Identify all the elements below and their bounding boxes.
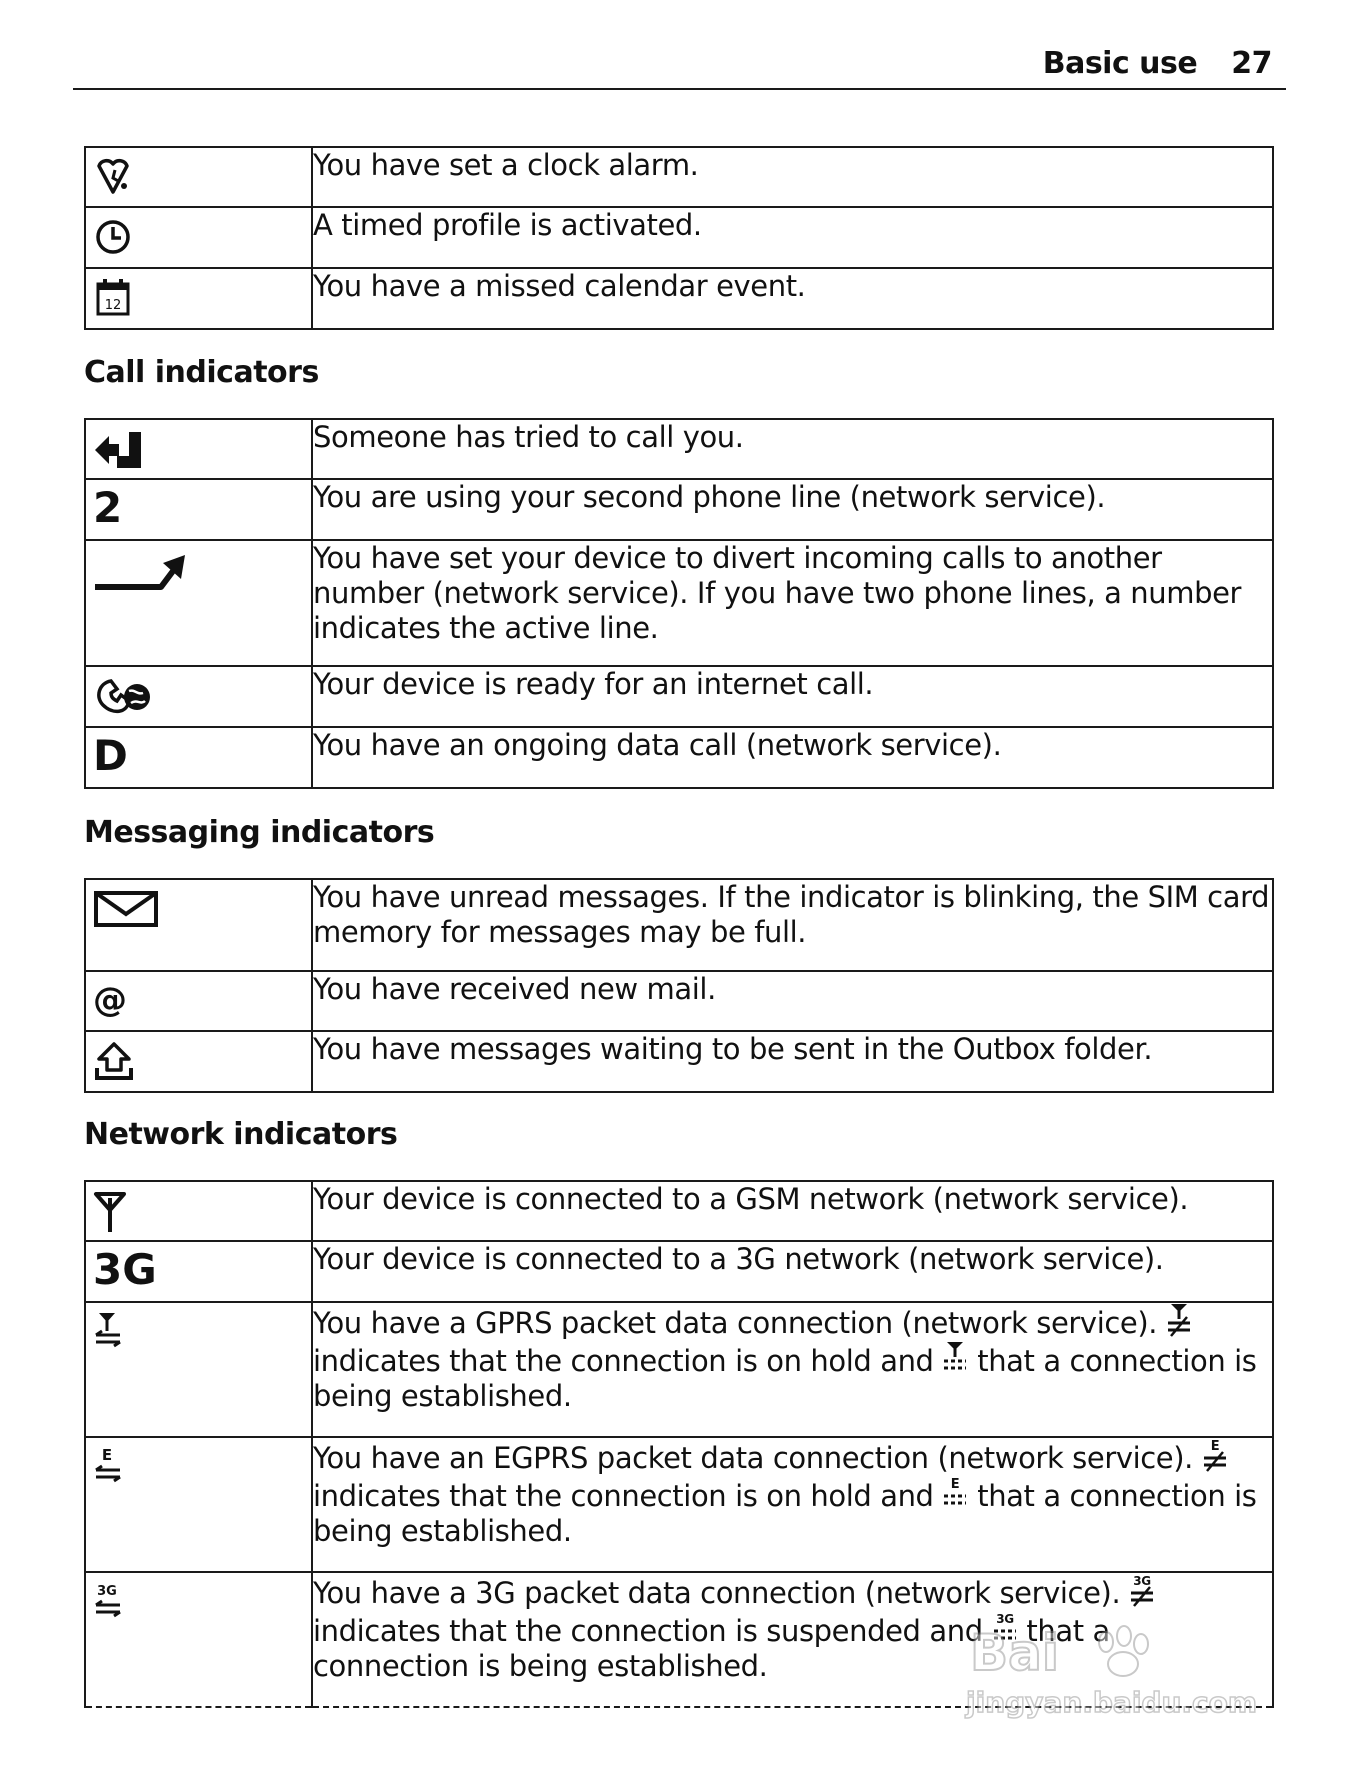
- table-row: [85, 268, 1273, 329]
- description-part: that a connection is being established.: [313, 1479, 1257, 1548]
- page-header: [73, 44, 1286, 90]
- description: Your device is ready for an internet call.: [312, 666, 1273, 727]
- egprs-connection-icon: [93, 1446, 123, 1486]
- description-part: You have a 3G packet data connection (network service).: [313, 1576, 1121, 1610]
- icon-cell: [85, 971, 312, 1031]
- table-row: [85, 207, 1273, 268]
- svg-text:Bai: Bai: [970, 1624, 1059, 1682]
- icon-cell: [85, 1181, 312, 1241]
- icon-cell: [85, 419, 312, 479]
- internet-call-icon: [93, 675, 153, 717]
- table-row: [85, 540, 1273, 666]
- gprs-hold-icon: [1166, 1303, 1192, 1337]
- table-row: [85, 147, 1273, 207]
- icon-cell: [85, 1031, 312, 1092]
- call-divert-arrow-icon: [93, 551, 189, 597]
- table-row: [85, 666, 1273, 727]
- table-row: [85, 727, 1273, 788]
- description-part: indicates that the connection is on hold and: [313, 1344, 934, 1378]
- icon-cell: [85, 147, 312, 207]
- description: Your device is connected to a 3G network (network service).: [312, 1241, 1273, 1302]
- description: You are using your second phone line (network service).: [312, 479, 1273, 540]
- description-part: indicates that the connection is on hold and: [313, 1479, 934, 1513]
- outbox-icon: [93, 1040, 135, 1084]
- table-row: [85, 1241, 1273, 1302]
- description-part: that a connection is being established.: [313, 1614, 1110, 1683]
- section-name: Basic use: [1042, 46, 1198, 81]
- icon-cell: [85, 479, 312, 540]
- alarm-clock-icon: [93, 156, 133, 196]
- description: You have a missed calendar event.: [312, 268, 1273, 329]
- section-title-call: Call indicators: [84, 355, 319, 390]
- svg-text:3G: 3G: [1133, 1574, 1151, 1588]
- svg-text:3G: 3G: [995, 1612, 1014, 1626]
- 3g-packet-connection-icon: [93, 1581, 123, 1621]
- description: A timed profile is activated.: [312, 207, 1273, 268]
- description-part: You have a GPRS packet data connection (network service).: [313, 1306, 1158, 1340]
- second-line-icon: 2: [93, 483, 123, 532]
- table-row: [85, 479, 1273, 540]
- description: You have set a clock alarm.: [312, 147, 1273, 207]
- missed-call-arrow-icon: [93, 428, 151, 472]
- egprs-hold-icon: [1202, 1438, 1228, 1472]
- table-row: [85, 879, 1273, 971]
- network-indicator-table: [84, 1180, 1274, 1708]
- icon-cell: [85, 1241, 312, 1302]
- timed-profile-clock-icon: [93, 216, 133, 256]
- table-row: [85, 971, 1273, 1031]
- icon-cell: [85, 540, 312, 666]
- description: You have messages waiting to be sent in the Outbox folder.: [312, 1031, 1273, 1092]
- at-sign-icon: @: [93, 980, 127, 1020]
- svg-text:12: 12: [104, 298, 122, 313]
- icon-cell: [85, 1572, 312, 1707]
- gprs-connection-icon: [93, 1311, 123, 1351]
- description: [312, 1302, 1273, 1437]
- gsm-antenna-icon: [93, 1190, 127, 1234]
- icon-cell: [85, 1437, 312, 1572]
- description: You have unread messages. If the indicator is blinking, the SIM card memory for messages may be full.: [312, 879, 1273, 971]
- description: [312, 1572, 1273, 1707]
- icon-cell: [85, 879, 312, 971]
- description-part: indicates that the connection is suspended and: [313, 1614, 983, 1648]
- description: You have an ongoing data call (network service).: [312, 727, 1273, 788]
- table-row: [85, 1572, 1273, 1707]
- svg-text:E: E: [1210, 1439, 1220, 1454]
- description: [312, 1437, 1273, 1572]
- messaging-indicator-table: [84, 878, 1274, 1093]
- header-text: [1043, 46, 1272, 81]
- egprs-establishing-icon: [942, 1476, 968, 1510]
- page-number: 27: [1231, 46, 1272, 81]
- icon-cell: [85, 727, 312, 788]
- 3g-packet-establishing-icon: [992, 1611, 1018, 1645]
- section-title-network: Network indicators: [84, 1117, 398, 1152]
- data-call-icon: D: [93, 731, 128, 780]
- description: You have set your device to divert incoming calls to another number (network service). If you have two phone lines, a number indicates the active line.: [312, 540, 1273, 666]
- gprs-establishing-icon: [942, 1341, 968, 1375]
- section-title-messaging: Messaging indicators: [84, 815, 435, 850]
- table-row: [85, 419, 1273, 479]
- description: Your device is connected to a GSM network (network service).: [312, 1181, 1273, 1241]
- status-indicator-table: [84, 146, 1274, 330]
- calendar-icon: [93, 277, 133, 317]
- icon-cell: [85, 268, 312, 329]
- table-row: [85, 1302, 1273, 1437]
- description: You have received new mail.: [312, 971, 1273, 1031]
- icon-cell: [85, 666, 312, 727]
- 3g-network-icon: 3G: [93, 1245, 157, 1294]
- svg-text:E: E: [951, 1477, 960, 1492]
- 3g-packet-suspended-icon: [1129, 1573, 1155, 1607]
- icon-cell: [85, 207, 312, 268]
- svg-text:jingyan.baidu.com: jingyan.baidu.com: [966, 1686, 1258, 1719]
- table-row: [85, 1437, 1273, 1572]
- table-row: [85, 1031, 1273, 1092]
- call-indicator-table: [84, 418, 1274, 789]
- table-row: [85, 1181, 1273, 1241]
- svg-text:3G: 3G: [97, 1584, 117, 1599]
- envelope-icon: [93, 888, 161, 930]
- svg-text:E: E: [101, 1446, 113, 1464]
- description-part: You have an EGPRS packet data connection (network service).: [313, 1441, 1193, 1475]
- description: Someone has tried to call you.: [312, 419, 1273, 479]
- icon-cell: [85, 1302, 312, 1437]
- description-part: that a connection is being established.: [313, 1344, 1257, 1413]
